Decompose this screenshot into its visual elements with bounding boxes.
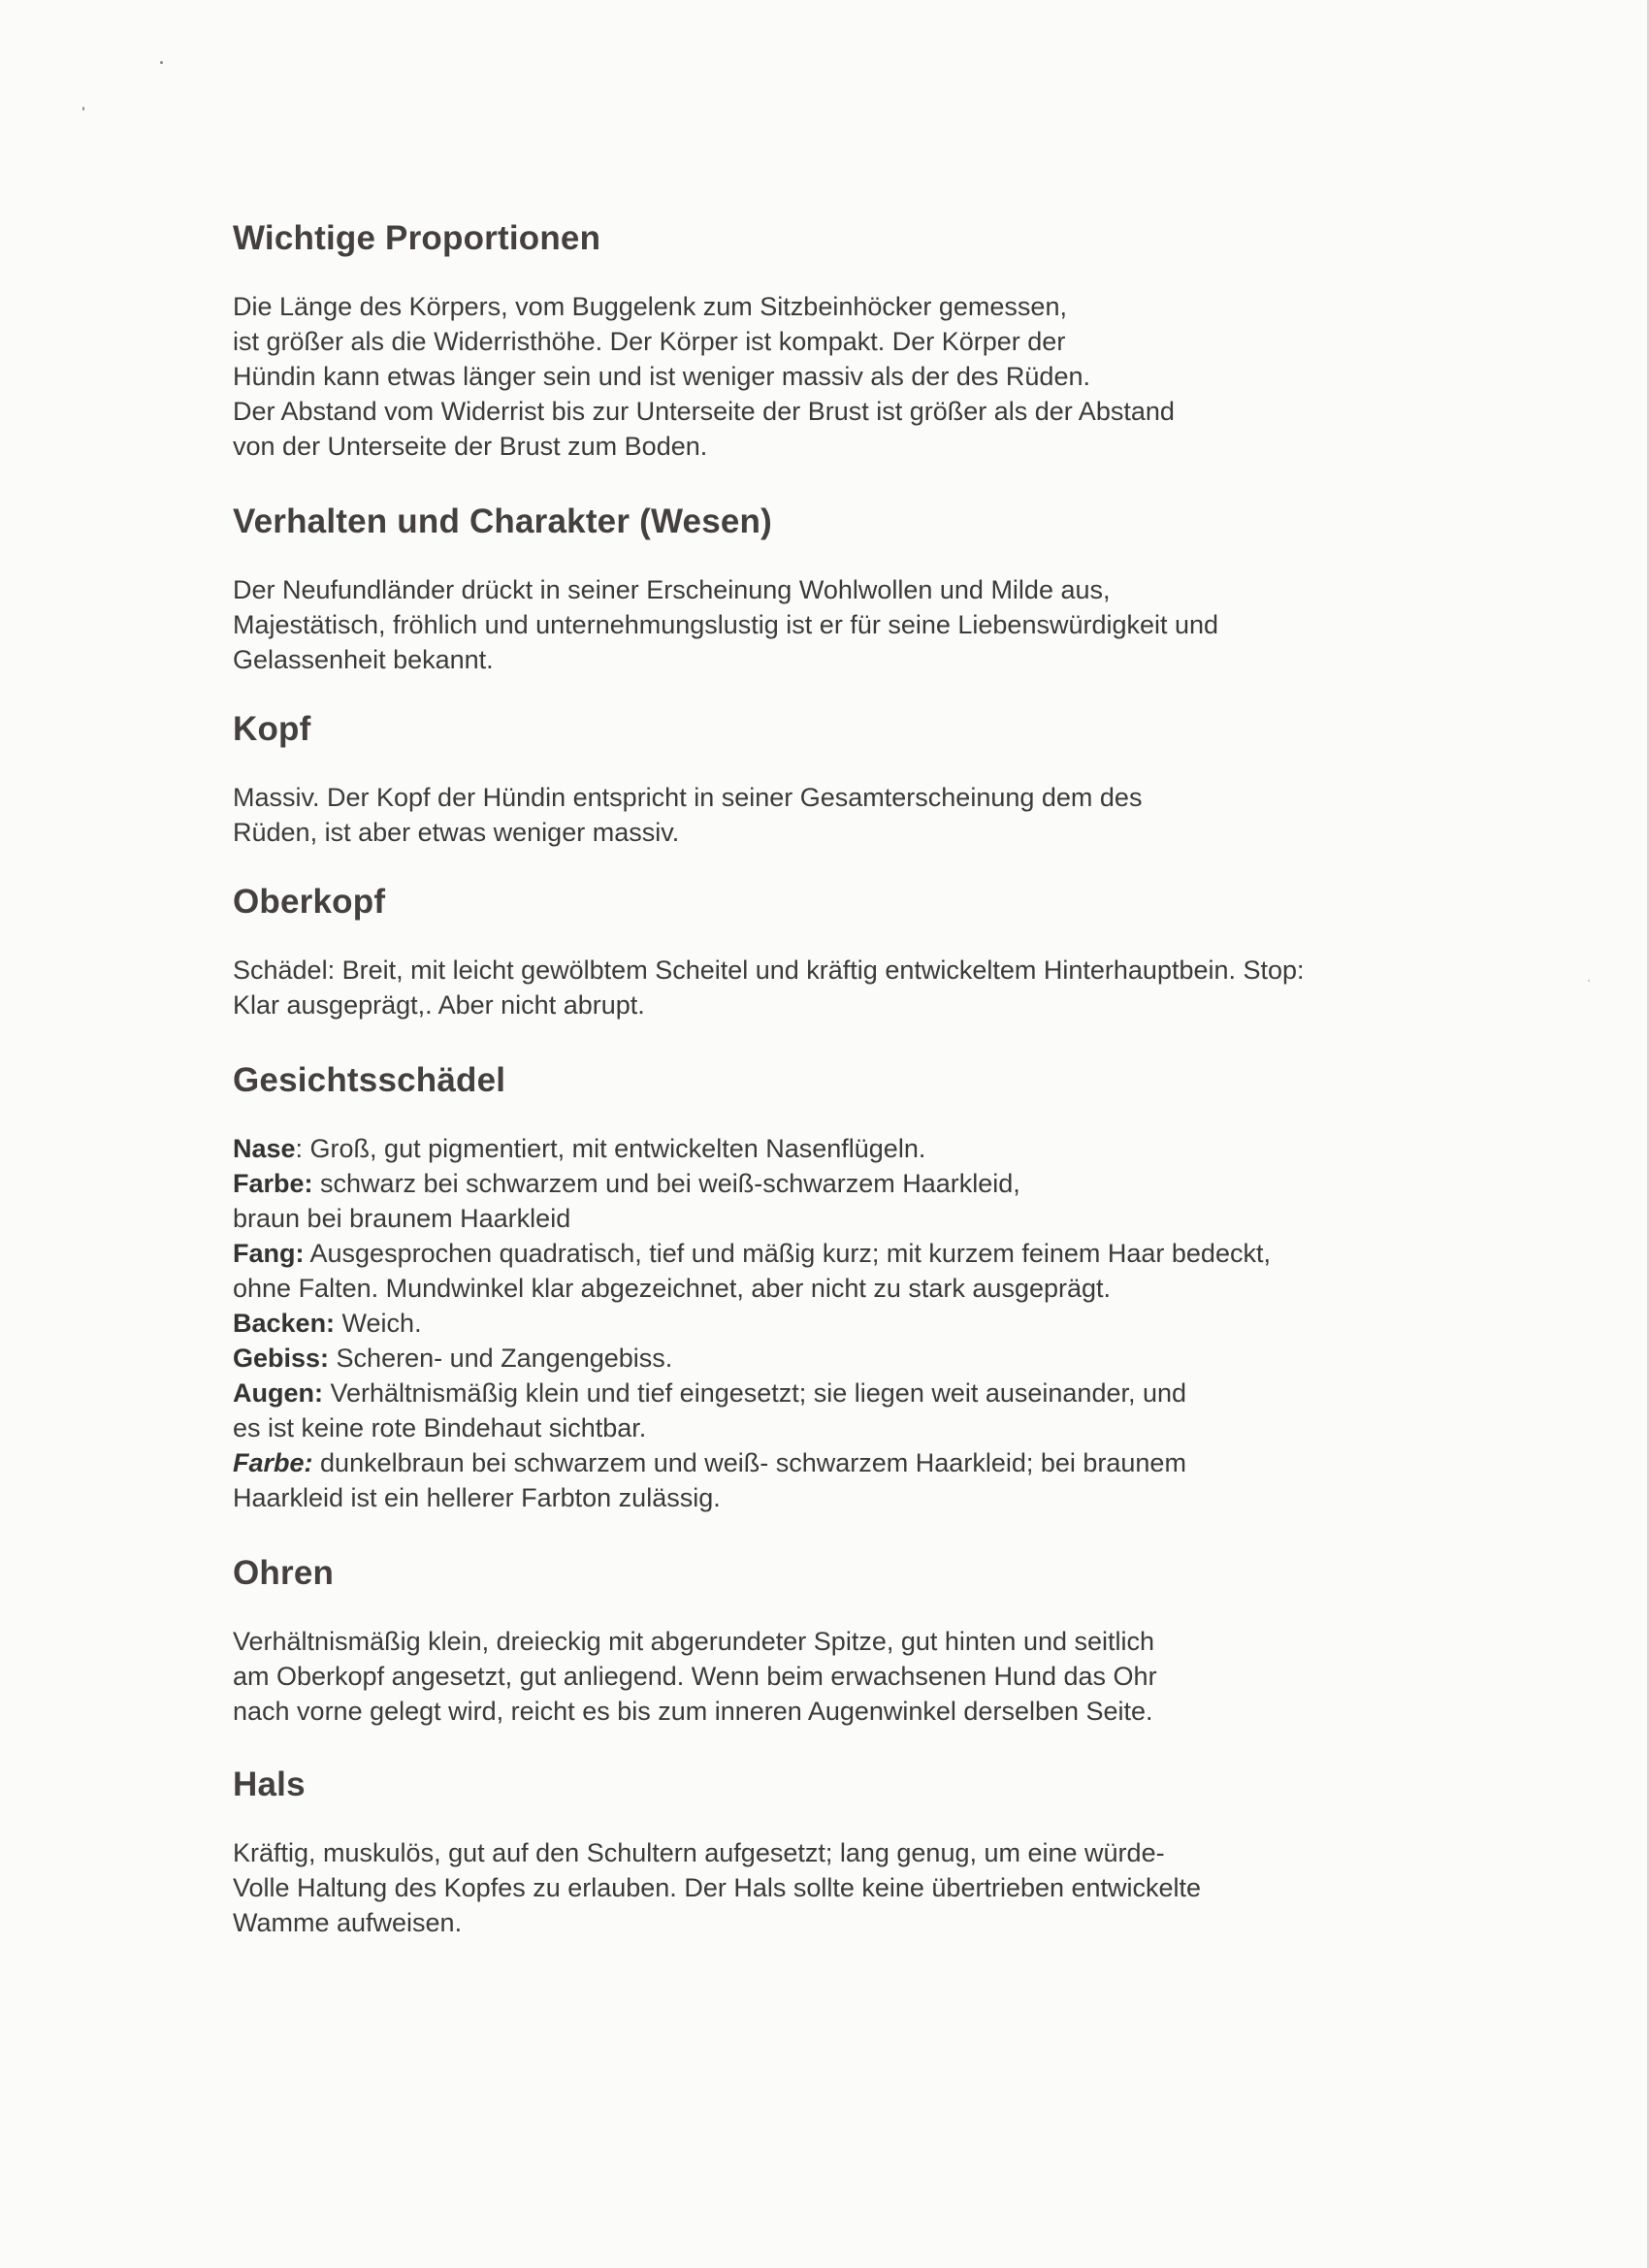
- body-line: Rüden, ist aber etwas weniger massiv.: [233, 818, 680, 847]
- section-body: [233, 289, 1513, 464]
- section-verhalten-und-charakter: [233, 499, 1513, 677]
- body-line: Der Abstand vom Widerrist bis zur Unterseite der Brust ist größer als der Abstand: [233, 397, 1175, 426]
- section-body: [233, 953, 1513, 1022]
- term-text: Haarkleid ist ein hellerer Farbton zulässig.: [233, 1483, 721, 1512]
- term-text: es ist keine rote Bindehaut sichtbar.: [233, 1413, 647, 1442]
- section-gesichtsschaedel: [233, 1057, 1513, 1515]
- section-hals: [233, 1762, 1513, 1940]
- body-line: Der Neufundländer drückt in seiner Erscheinung Wohlwollen und Milde aus,: [233, 575, 1111, 604]
- body-line: Hündin kann etwas länger sein und ist weniger massiv als der des Rüden.: [233, 362, 1090, 391]
- term-text: Ausgesprochen quadratisch, tief und mäßig kurz; mit kurzem feinem Haar bedeckt,: [304, 1239, 1271, 1268]
- term-label: Nase: [233, 1134, 296, 1163]
- section-body: [233, 1624, 1513, 1729]
- body-line: Klar ausgeprägt,. Aber nicht abrupt.: [233, 990, 645, 1020]
- body-line: Schädel: Breit, mit leicht gewölbtem Scheitel und kräftig entwickeltem Hinterhauptbein. Stop:: [233, 956, 1305, 985]
- term-text: schwarz bei schwarzem und bei weiß-schwarzem Haarkleid,: [312, 1169, 1020, 1198]
- section-wichtige-proportionen: [233, 215, 1513, 464]
- term-text: Verhältnismäßig klein und tief eingesetzt; sie liegen weit auseinander, und: [322, 1378, 1187, 1408]
- body-line: [233, 1480, 1513, 1515]
- scan-speck: [160, 61, 163, 64]
- body-line: ist größer als die Widerristhöhe. Der Körper ist kompakt. Der Körper der: [233, 327, 1066, 356]
- body-line: Majestätisch, fröhlich und unternehmungslustig ist er für seine Liebenswürdigkeit und: [233, 610, 1219, 639]
- body-line: [233, 1410, 1513, 1445]
- section-body: [233, 780, 1513, 850]
- section-heading: Ohren: [233, 1554, 335, 1592]
- section-oberkopf: [233, 879, 1513, 1022]
- body-line: [233, 1445, 1513, 1480]
- body-line: [233, 1236, 1513, 1271]
- body-line: Kräftig, muskulös, gut auf den Schultern aufgesetzt; lang genug, um eine würde-: [233, 1838, 1165, 1867]
- term-label: Farbe:: [233, 1448, 313, 1477]
- scan-speck: [1588, 980, 1590, 982]
- section-body: [233, 1835, 1513, 1940]
- term-text: ohne Falten. Mundwinkel klar abgezeichnet, aber nicht zu stark ausgeprägt.: [233, 1274, 1112, 1303]
- body-line: [233, 1376, 1513, 1410]
- body-line: [233, 1341, 1513, 1376]
- section-heading: Verhalten und Charakter (Wesen): [233, 502, 772, 540]
- section-heading: Hals: [233, 1766, 306, 1803]
- body-line: Wamme aufweisen.: [233, 1908, 463, 1937]
- section-heading: Gesichtsschädel: [233, 1061, 506, 1099]
- section-heading: Oberkopf: [233, 883, 386, 921]
- body-line: von der Unterseite der Brust zum Boden.: [233, 432, 708, 461]
- body-line: Gelassenheit bekannt.: [233, 645, 494, 674]
- body-line: nach vorne gelegt wird, reicht es bis zum inneren Augenwinkel derselben Seite.: [233, 1697, 1153, 1726]
- section-body: [233, 1131, 1513, 1515]
- section-heading: Wichtige Proportionen: [233, 219, 601, 257]
- body-line: [233, 1271, 1513, 1306]
- body-line: Volle Haltung des Kopfes zu erlauben. Der Hals sollte keine übertrieben entwickelte: [233, 1873, 1202, 1902]
- term-text: Weich.: [335, 1309, 422, 1338]
- section-ohren: [233, 1550, 1513, 1729]
- body-line: Massiv. Der Kopf der Hündin entspricht in seiner Gesamterscheinung dem des: [233, 783, 1143, 812]
- body-line: [233, 1201, 1513, 1236]
- section-heading: Kopf: [233, 710, 311, 748]
- body-line: [233, 1166, 1513, 1201]
- body-line: Die Länge des Körpers, vom Buggelenk zum Sitzbeinhöcker gemessen,: [233, 292, 1067, 321]
- term-text: braun bei braunem Haarkleid: [233, 1204, 571, 1233]
- section-kopf: [233, 706, 1513, 850]
- document-content: [233, 215, 1513, 1973]
- scan-speck: [82, 107, 84, 111]
- section-body: [233, 572, 1513, 677]
- term-text: Scheren- und Zangengebiss.: [329, 1344, 673, 1373]
- body-line: [233, 1131, 1513, 1166]
- body-line: Verhältnismäßig klein, dreieckig mit abgerundeter Spitze, gut hinten und seitlich: [233, 1627, 1155, 1656]
- body-line: [233, 1306, 1513, 1341]
- term-label: Gebiss:: [233, 1344, 330, 1373]
- term-label: Augen:: [233, 1378, 323, 1408]
- term-text: : Groß, gut pigmentiert, mit entwickelten Nasenflügeln.: [295, 1134, 926, 1163]
- term-label: Fang:: [233, 1239, 305, 1268]
- term-label: Farbe:: [233, 1169, 313, 1198]
- body-line: am Oberkopf angesetzt, gut anliegend. Wenn beim erwachsenen Hund das Ohr: [233, 1662, 1157, 1691]
- term-label: Backen:: [233, 1309, 336, 1338]
- term-text: dunkelbraun bei schwarzem und weiß- schwarzem Haarkleid; bei braunem: [312, 1448, 1186, 1477]
